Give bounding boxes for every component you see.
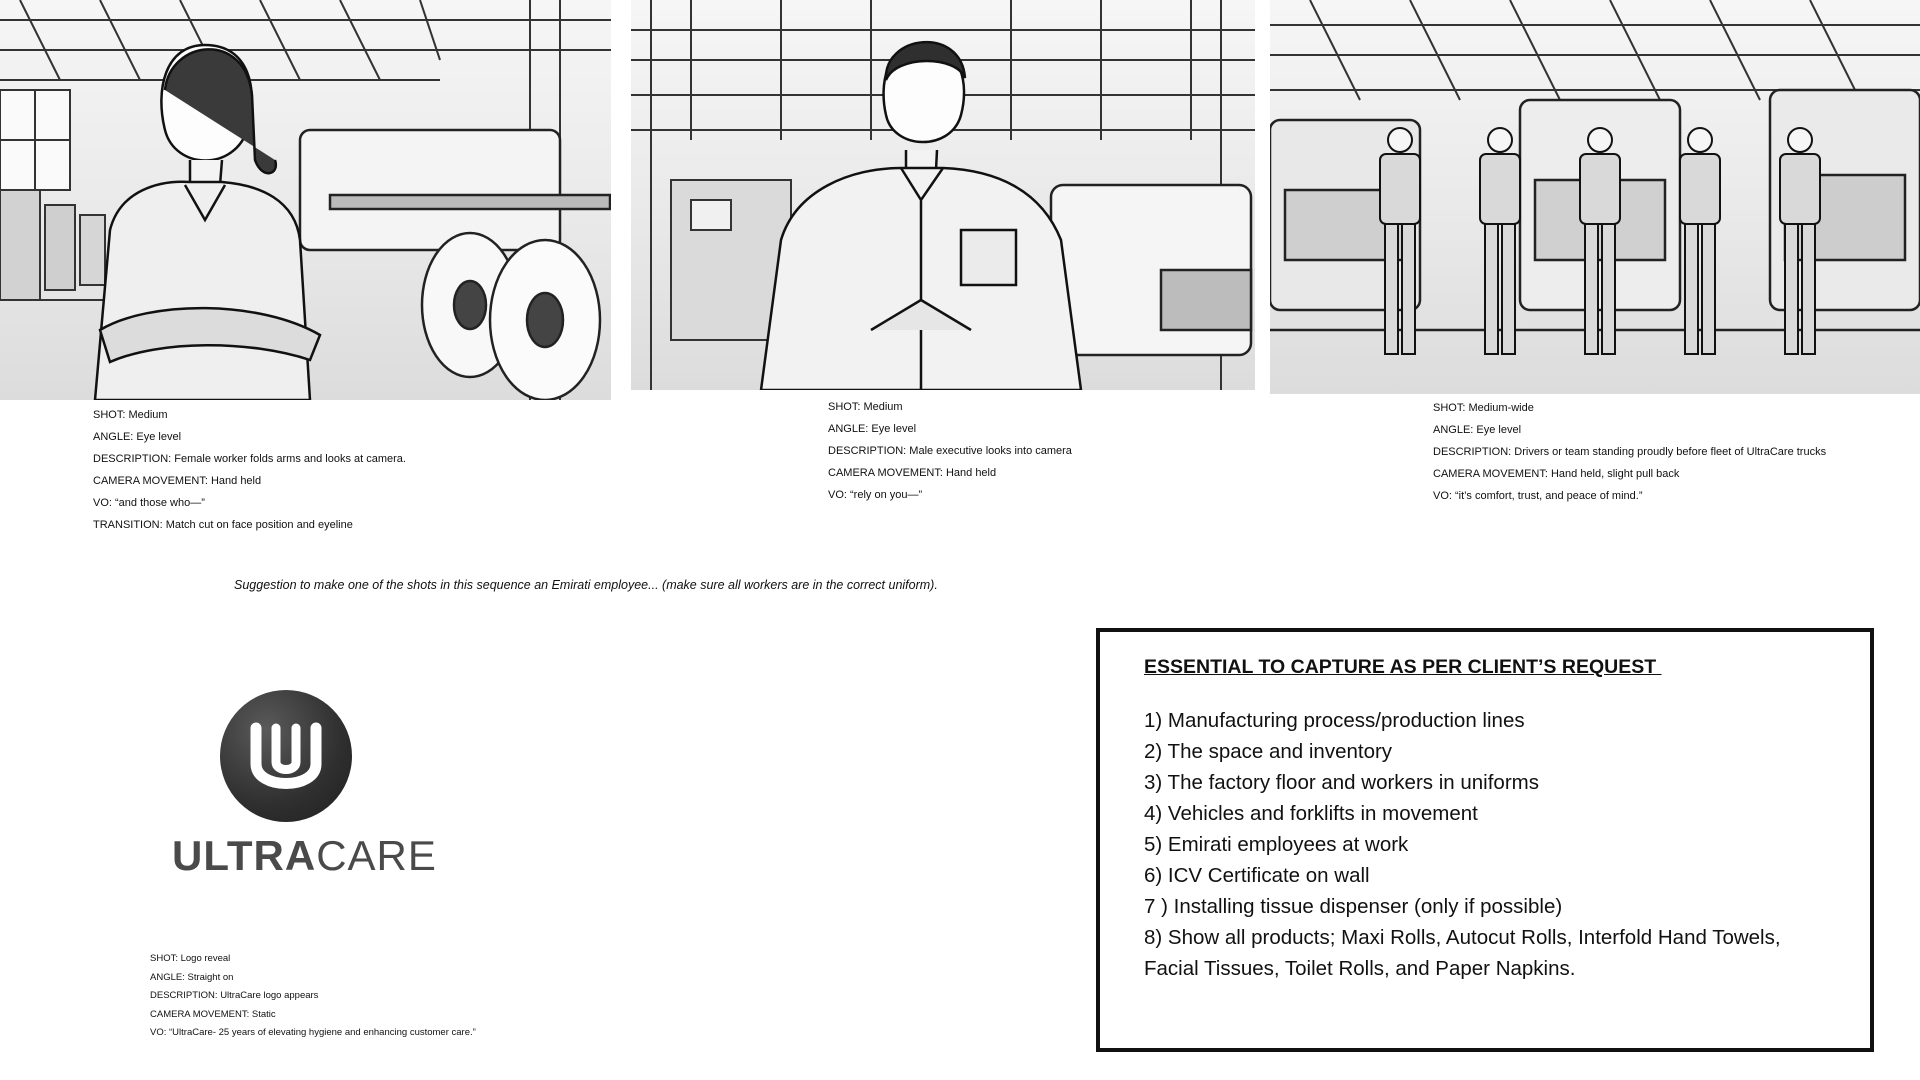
logo-wordmark: ULTRACARE xyxy=(172,832,437,879)
note-angle: ANGLE: Eye level xyxy=(93,431,182,443)
note-description: DESCRIPTION: Drivers or team standing proudly before fleet of UltraCare trucks xyxy=(1433,446,1827,458)
u-monogram-icon xyxy=(220,690,352,822)
list-item: 8) Show all products; Maxi Rolls, Autocut Rolls, Interfold Hand Towels, Facial Tissues, Toilet Rolls, and Paper Napkins. xyxy=(1144,926,1781,980)
male-executive-illustration xyxy=(631,0,1255,390)
storyboard-frame-1 xyxy=(0,0,611,400)
note-camera-movement: CAMERA MOVEMENT: Hand held xyxy=(93,475,262,487)
note-camera-movement: CAMERA MOVEMENT: Hand held, slight pull back xyxy=(1433,468,1680,480)
note-shot: SHOT: Medium-wide xyxy=(1433,402,1534,414)
shot-notes-2 xyxy=(828,396,1072,506)
note-angle: ANGLE: Straight on xyxy=(150,971,234,983)
note-shot: SHOT: Medium xyxy=(93,409,168,421)
logo-shot-notes xyxy=(150,950,476,1043)
note-vo: VO: “and those who—” xyxy=(93,497,205,509)
list-item: 3) The factory floor and workers in uniforms xyxy=(1144,771,1539,794)
note-vo: VO: “rely on you—” xyxy=(828,489,923,501)
shot-notes-1 xyxy=(93,404,406,536)
storyboard-frame-2 xyxy=(631,0,1255,390)
list-item: 1) Manufacturing process/production lines xyxy=(1144,709,1525,732)
suggestion-note: Suggestion to make one of the shots in this sequence an Emirati employee... (make sure all workers are in the correct uniform). xyxy=(234,578,938,592)
list-item: 2) The space and inventory xyxy=(1144,740,1393,763)
note-camera-movement: CAMERA MOVEMENT: Static xyxy=(150,1008,276,1020)
note-description: DESCRIPTION: Male executive looks into camera xyxy=(828,445,1072,457)
ultracare-logo xyxy=(168,690,437,880)
note-angle: ANGLE: Eye level xyxy=(828,423,917,435)
note-vo: VO: “UltraCare- 25 years of elevating hygiene and enhancing customer care.” xyxy=(150,1027,476,1038)
note-shot: SHOT: Medium xyxy=(828,401,903,413)
storyboard-frame-3 xyxy=(1270,0,1920,394)
drivers-trucks-illustration xyxy=(1270,0,1920,394)
list-item: 4) Vehicles and forklifts in movement xyxy=(1144,802,1478,825)
note-vo: VO: “it’s comfort, trust, and peace of mind.” xyxy=(1433,490,1643,502)
essentials-title: ESSENTIAL TO CAPTURE AS PER CLIENT’S REQUEST xyxy=(1144,656,1662,678)
note-angle: ANGLE: Eye level xyxy=(1433,424,1522,436)
essentials-list xyxy=(1144,705,1826,984)
list-item: 7 ) Installing tissue dispenser (only if possible) xyxy=(1144,895,1563,918)
list-item: 6) ICV Certificate on wall xyxy=(1144,864,1370,887)
note-description: DESCRIPTION: Female worker folds arms and looks at camera. xyxy=(93,453,406,465)
essentials-box xyxy=(1096,628,1874,1052)
note-shot: SHOT: Logo reveal xyxy=(150,953,231,964)
note-description: DESCRIPTION: UltraCare logo appears xyxy=(150,990,319,1001)
female-worker-illustration xyxy=(0,0,611,400)
shot-notes-3 xyxy=(1433,397,1826,507)
logo-emblem xyxy=(220,690,352,822)
list-item: 5) Emirati employees at work xyxy=(1144,833,1409,856)
note-camera-movement: CAMERA MOVEMENT: Hand held xyxy=(828,467,997,479)
note-transition: TRANSITION: Match cut on face position and eyeline xyxy=(93,519,353,531)
